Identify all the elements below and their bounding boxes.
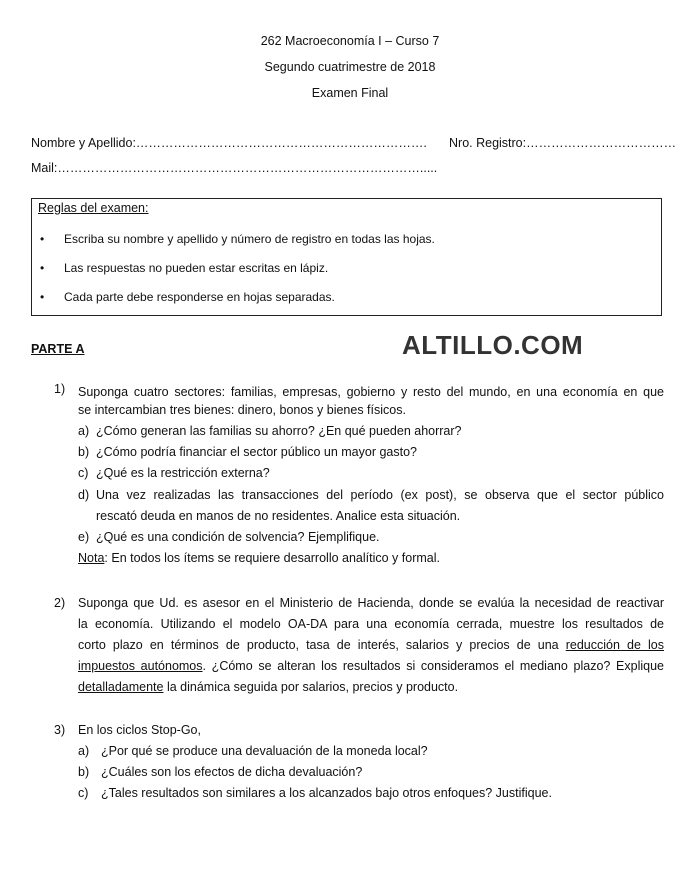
course-title: 262 Macroeconomía I – Curso 7	[260, 34, 440, 48]
note-label: Nota	[78, 551, 105, 565]
rule-text: Escriba su nombre y apellido y número de registro en todas las hojas.	[64, 232, 435, 246]
rule-text: Cada parte debe responderse en hojas separadas.	[64, 290, 335, 304]
sub-label: a)	[78, 744, 90, 758]
question-text-part: corto plazo en términos de producto, tasa de interés, salarios y precios de una	[78, 638, 566, 652]
sub-label: a)	[78, 424, 90, 438]
sub-text: Una vez realizadas las transacciones del período (ex post), se observa que el sector público	[96, 488, 664, 502]
name-field: Nombre y Apellido:…………………………………………………………….	[31, 136, 427, 150]
bullet-icon: •	[40, 261, 45, 275]
exam-rules-box	[31, 198, 662, 316]
question-number: 2)	[54, 596, 66, 610]
rules-title	[38, 201, 149, 215]
question-text	[78, 638, 664, 652]
rule-item	[40, 232, 435, 246]
rule-item	[40, 290, 335, 304]
sub-text: ¿Qué es la restricción externa?	[96, 466, 270, 480]
sub-label: b)	[78, 765, 90, 779]
bullet-icon: •	[40, 290, 45, 304]
sub-text: ¿Cómo podría financiar el sector público un mayor gasto?	[96, 445, 417, 459]
rule-text: Las respuestas no pueden estar escritas en lápiz.	[64, 261, 329, 275]
rule-item	[40, 261, 329, 275]
sub-text: ¿Qué es una condición de solvencia? Ejemplifique.	[96, 530, 380, 544]
rules-title-colon: :	[145, 201, 149, 215]
question-text: Suponga que Ud. es asesor en el Ministerio de Hacienda, donde se evalúa la necesidad de reactivar	[78, 596, 664, 610]
sub-text: ¿Tales resultados son similares a los alcanzados bajo otros enfoques? Justifique.	[101, 786, 552, 800]
section-heading: PARTE A	[31, 342, 85, 356]
question-text-part: . ¿Cómo se alteran los resultados si consideramos el mediano plazo? Explique	[202, 659, 664, 673]
question-text-part: la dinámica seguida por salarios, precios y producto.	[163, 680, 459, 694]
question-text: Suponga cuatro sectores: familias, empresas, gobierno y resto del mundo, en una economía en que	[78, 385, 664, 399]
underlined-text: detalladamente	[78, 680, 164, 694]
question-text: la economía. Utilizando el modelo OA-DA para una economía cerrada, muestre los resultados de	[78, 617, 664, 631]
registration-field: Nro. Registro:………………………………	[449, 136, 677, 150]
sub-text: ¿Cuáles son los efectos de dicha devaluación?	[101, 765, 363, 779]
sub-label: e)	[78, 530, 90, 544]
bullet-icon: •	[40, 232, 45, 246]
sub-text: ¿Cómo generan las familias su ahorro? ¿En qué pueden ahorrar?	[96, 424, 462, 438]
sub-label: b)	[78, 445, 90, 459]
question-text	[78, 659, 664, 673]
rules-title-text: Reglas del examen	[38, 201, 146, 215]
underlined-text: impuestos autónomos	[78, 659, 203, 673]
note-text: : En todos los ítems se requiere desarrollo analítico y formal.	[104, 551, 440, 565]
exam-title: Examen Final	[311, 86, 389, 100]
sub-label: c)	[78, 786, 89, 800]
mail-field: Mail:…………………………………………………………………………….....	[31, 161, 438, 175]
sub-text: ¿Por qué se produce una devaluación de la moneda local?	[101, 744, 428, 758]
question-number: 3)	[54, 723, 66, 737]
sub-text: rescató deuda en manos de no residentes. Analice esta situación.	[96, 509, 461, 523]
note	[78, 551, 440, 565]
sub-label: d)	[78, 488, 90, 502]
underlined-text: reducción de los	[565, 638, 664, 652]
sub-label: c)	[78, 466, 89, 480]
term-subtitle: Segundo cuatrimestre de 2018	[264, 60, 436, 74]
question-text: En los ciclos Stop-Go,	[78, 723, 201, 737]
question-text: se intercambian tres bienes: dinero, bonos y bienes físicos.	[78, 403, 406, 417]
watermark-logo: ALTILLO.COM	[402, 330, 584, 360]
question-number: 1)	[54, 382, 66, 396]
question-text	[78, 680, 458, 694]
